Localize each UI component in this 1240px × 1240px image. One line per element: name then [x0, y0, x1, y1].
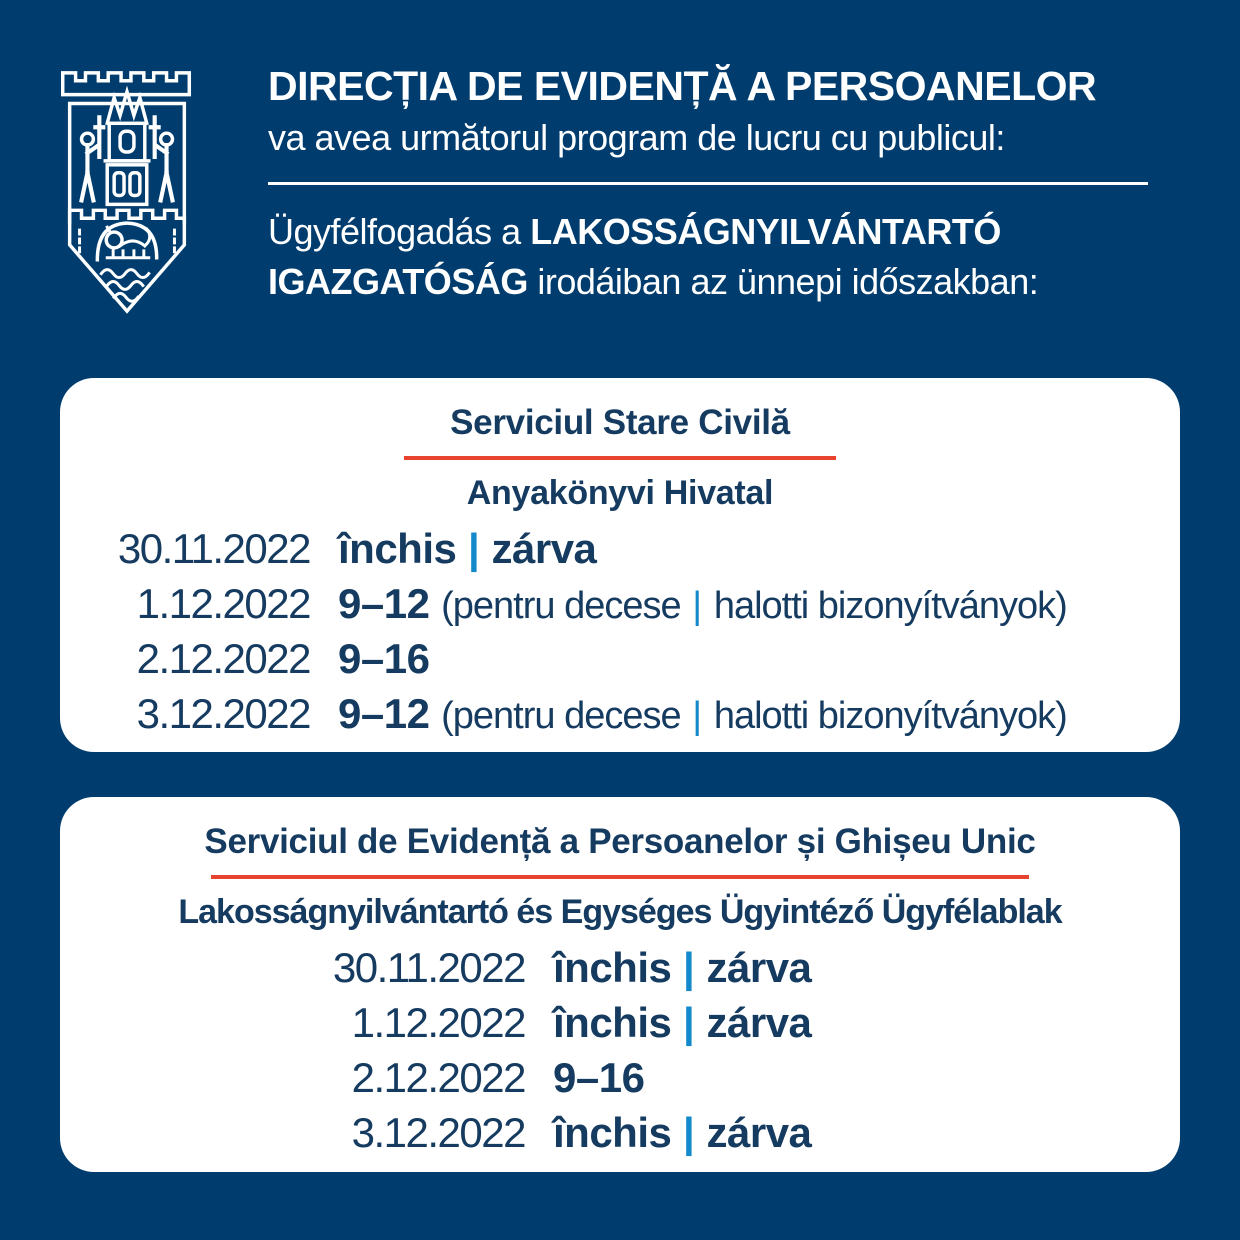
row-value: 9–12 (pentru decese | halotti bizonyítványok) [338, 580, 1067, 628]
header-divider [268, 182, 1148, 185]
row-value: închis | zárva [553, 999, 812, 1047]
card1-title: Serviciul Stare Civilă [450, 403, 790, 442]
schedule-row [60, 522, 1180, 577]
card2-title-underline [211, 875, 1029, 879]
row-value: închis | zárva [338, 525, 597, 573]
header-text-hu [268, 207, 1180, 306]
pipe-separator: | [692, 695, 703, 738]
schedule-row [60, 687, 1180, 742]
pipe-separator: | [468, 525, 480, 573]
card2-subtitle-hu: Lakosságnyilvántartó és Egységes Ügyintéző Ügyfélablak [178, 893, 1062, 931]
row-date: 2.12.2022 [136, 635, 310, 683]
pipe-separator: | [683, 944, 695, 992]
card-stare-civila [60, 378, 1180, 752]
row-value: închis | zárva [553, 944, 812, 992]
card1-title-underline [404, 456, 836, 460]
hu-bold-1: LAKOSSÁGNYILVÁNTARTÓ [530, 211, 1001, 253]
row-value: 9–16 [338, 635, 430, 683]
schedule-row [60, 1106, 1180, 1161]
hu-regular-2: irodáiban az ünnepi időszakban: [537, 261, 1039, 303]
row-date: 1.12.2022 [136, 580, 310, 628]
card2-schedule [60, 941, 1180, 1161]
pipe-separator: | [683, 1109, 695, 1157]
row-date: 1.12.2022 [351, 999, 525, 1047]
schedule-row [60, 632, 1180, 687]
row-value: 9–16 [553, 1054, 645, 1102]
card1-subtitle-hu: Anyakönyvi Hivatal [466, 474, 774, 512]
hu-bold-2: IGAZGATÓSÁG [268, 261, 528, 303]
card2-title: Serviciul de Evidență a Persoanelor și Ghișeu Unic [204, 822, 1036, 861]
header [268, 64, 1180, 307]
row-value: 9–12 (pentru decese | halotti bizonyítványok) [338, 690, 1067, 738]
row-date: 3.12.2022 [136, 690, 310, 738]
row-date: 30.11.2022 [332, 944, 525, 992]
schedule-row [60, 577, 1180, 632]
schedule-row [60, 996, 1180, 1051]
schedule-row [60, 941, 1180, 996]
row-date: 2.12.2022 [351, 1054, 525, 1102]
pipe-separator: | [692, 585, 703, 628]
row-value: închis | zárva [553, 1109, 812, 1157]
hu-regular-1: Ügyfélfogadás a [268, 211, 521, 253]
header-subtitle-ro: va avea următorul program de lucru cu publicul: [268, 117, 1005, 159]
pipe-separator: | [683, 999, 695, 1047]
city-crest-icon [56, 62, 198, 324]
card-evidenta-persoanelor [60, 797, 1180, 1172]
schedule-row [60, 1051, 1180, 1106]
card1-schedule [60, 522, 1180, 742]
row-date: 3.12.2022 [351, 1109, 525, 1157]
row-date: 30.11.2022 [117, 525, 310, 573]
header-title-ro: DIRECȚIA DE EVIDENȚĂ A PERSOANELOR [268, 63, 1097, 109]
